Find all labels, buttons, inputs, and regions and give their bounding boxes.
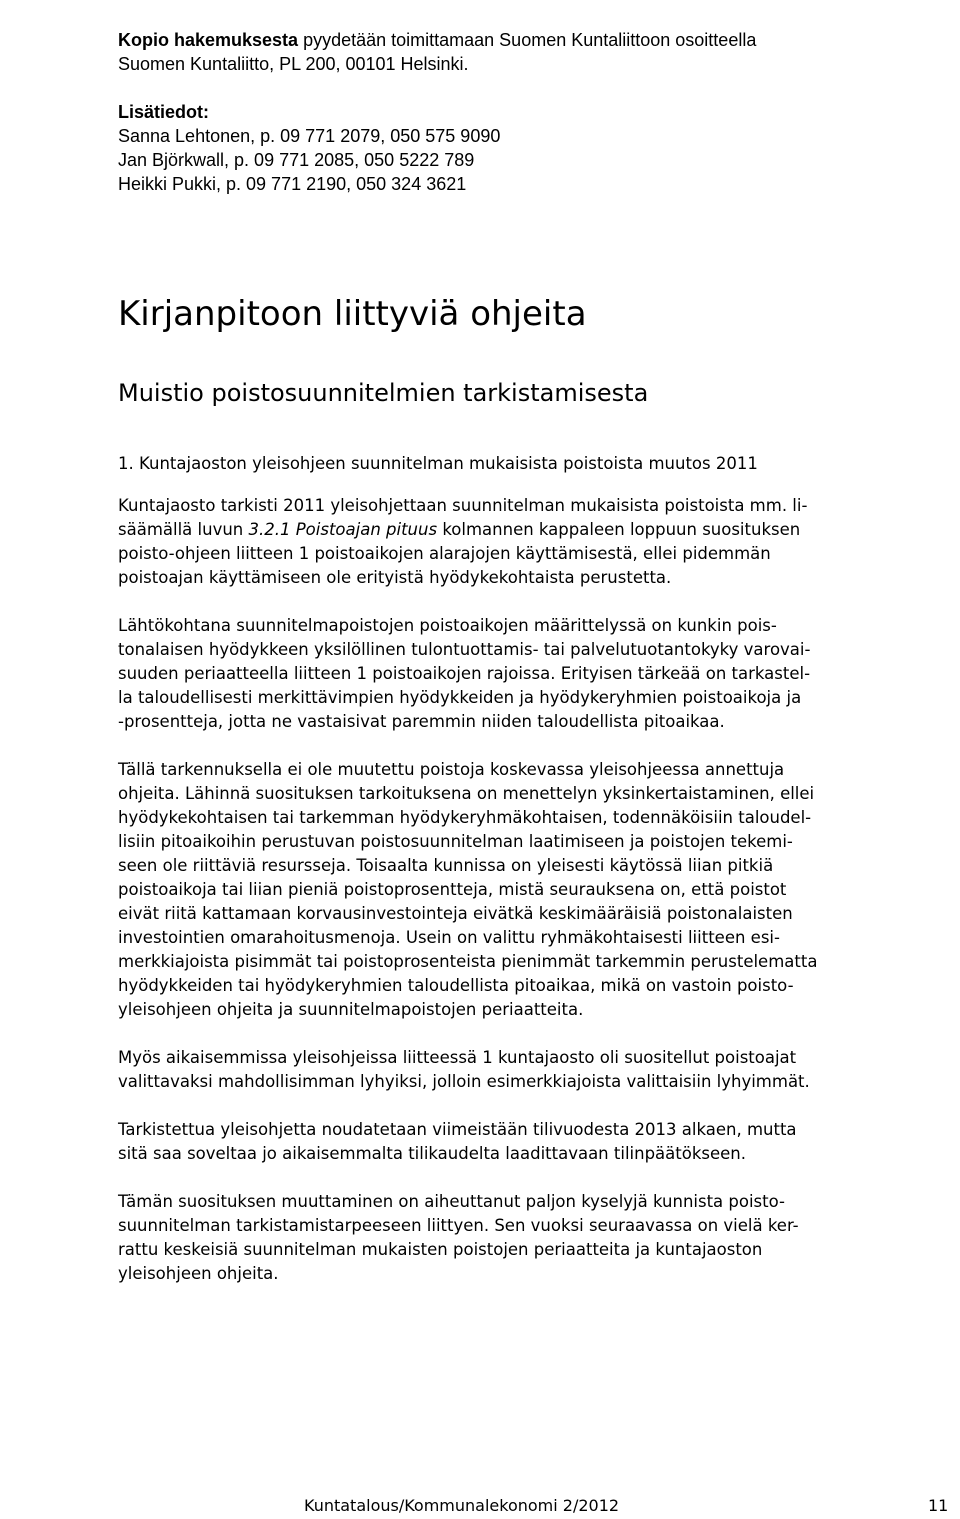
p2-line: Lähtökohtana suunnitelmapoistojen poistoaikojen määrittelyssä on kunkin pois- (118, 616, 777, 635)
paragraph-1 (118, 494, 940, 590)
page-number: 11 (928, 1496, 949, 1515)
p1-italic: 3.2.1 Poistoajan pituus (248, 520, 438, 539)
p3-line: lisiin pitoaikoihin perustuvan poistosuunnitelman laatimiseen ja poistojen tekemi- (118, 832, 793, 851)
p2-line: tonalaisen hyödykkeen yksilöllinen tulontuottamis- tai palvelutuotantokyky varovai- (118, 640, 811, 659)
contact-line: Jan Björkwall, p. 09 771 2085, 050 5222 789 (118, 150, 475, 170)
p6-line: suunnitelman tarkistamistarpeeseen liittyen. Sen vuoksi seuraavassa on vielä ker- (118, 1216, 799, 1235)
document-page (118, 28, 938, 1283)
footer-publication: Kuntatalous/Kommunalekonomi 2/2012 (304, 1496, 620, 1515)
contact-line: Sanna Lehtonen, p. 09 771 2079, 050 575 9090 (118, 126, 501, 146)
p6-line: rattu keskeisiä suunnitelman mukaisten poistojen periaatteita ja kuntajaoston (118, 1240, 763, 1259)
p4-line: Myös aikaisemmissa yleisohjeissa liitteessä 1 kuntajaosto oli suositellut poistoajat (118, 1048, 797, 1067)
page-title: Kirjanpitoon liittyviä ohjeita (118, 294, 587, 334)
p3-line: seen ole riittäviä resursseja. Toisaalta kunnissa on yleisesti käytössä liian pitkiä (118, 856, 774, 875)
p1-line: poisto-ohjeen liitteen 1 poistoaikojen alarajojen käyttämisestä, ellei pidemmän (118, 544, 771, 563)
contacts-heading: Lisätiedot: (118, 102, 210, 122)
paragraph-3 (118, 758, 940, 1022)
p6-line: Tämän suosituksen muuttaminen on aiheuttanut paljon kyselyjä kunnista poisto- (118, 1192, 785, 1211)
p3-line: investointien omarahoitusmenoja. Usein on valittu ryhmäkohtaisesti liitteen esi- (118, 928, 780, 947)
paragraph-5 (118, 1118, 940, 1166)
p3-line: ohjeita. Lähinnä suosituksen tarkoituksena on menettelyn yksinkertaistaminen, ellei (118, 784, 815, 803)
p3-line: poistoaikoja tai liian pieniä poistoprosentteja, mistä seurauksena on, että poistot (118, 880, 787, 899)
p5-line: sitä saa soveltaa jo aikaisemmalta tilikaudelta laadittavaan tilinpäätökseen. (118, 1144, 746, 1163)
p3-line: Tällä tarkennuksella ei ole muutettu poistoja koskevassa yleisohjeessa annettuja (118, 760, 785, 779)
paragraph-2 (118, 614, 940, 734)
p1-line: poistoajan käyttämiseen ole erityistä hyödykekohtaista perustetta. (118, 568, 672, 587)
page-subtitle: Muistio poistosuunnitelmien tarkistamisesta (118, 379, 649, 407)
p3-line: eivät riitä kattamaan korvausinvestointeja eivätkä keskimääräisiä poistonalaisten (118, 904, 793, 923)
p1-line: Kuntajaosto tarkisti 2011 yleisohjettaan suunnitelman mukaisista poistoista mm. li- (118, 496, 808, 515)
paragraph-6 (118, 1190, 940, 1286)
p3-line: hyödykekohtaisen tai tarkemman hyödykeryhmäkohtaisen, todennäköisiin taloudel- (118, 808, 812, 827)
p6-line: yleisohjeen ohjeita. (118, 1264, 279, 1283)
p1-line: säämällä luvun (118, 520, 249, 539)
paragraph-4 (118, 1046, 940, 1094)
p4-line: valittavaksi mahdollisimman lyhyiksi, jolloin esimerkkiajoista valittaisiin lyhyimmät. (118, 1072, 810, 1091)
p2-line: -prosentteja, jotta ne vastaisivat paremmin niiden taloudellista pitoaikaa. (118, 712, 725, 731)
p2-line: suuden periaatteella liitteen 1 poistoaikojen rajoissa. Erityisen tärkeää on tarkastel- (118, 664, 811, 683)
intro-text: pyydetään toimittamaan Suomen Kuntaliittoon osoitteella (298, 30, 757, 50)
p5-line: Tarkistettua yleisohjetta noudatetaan viimeistään tilivuodesta 2013 alkaen, mutta (118, 1120, 797, 1139)
section-heading: 1. Kuntajaoston yleisohjeen suunnitelman mukaisista poistoista muutos 2011 (118, 454, 758, 473)
p3-line: merkkiajoista pisimmät tai poistoprosenteista pienimmät tarkemmin perustelematta (118, 952, 818, 971)
p1-line: kolmannen kappaleen loppuun suosituksen (437, 520, 801, 539)
intro-address: Suomen Kuntaliitto, PL 200, 00101 Helsinki. (118, 54, 469, 74)
intro-paragraph (118, 28, 938, 76)
p3-line: yleisohjeen ohjeita ja suunnitelmapoistojen periaatteita. (118, 1000, 584, 1019)
p3-line: hyödykkeiden tai hyödykeryhmien taloudellista pitoaikaa, mikä on vastoin poisto- (118, 976, 794, 995)
contacts-block (118, 100, 938, 196)
contact-line: Heikki Pukki, p. 09 771 2190, 050 324 3621 (118, 174, 467, 194)
section-body (118, 452, 940, 1310)
p2-line: la taloudellisesti merkittävimpien hyödykkeiden ja hyödykeryhmien poistoaikoja ja (118, 688, 802, 707)
intro-bold-lead: Kopio hakemuksesta (118, 30, 299, 50)
